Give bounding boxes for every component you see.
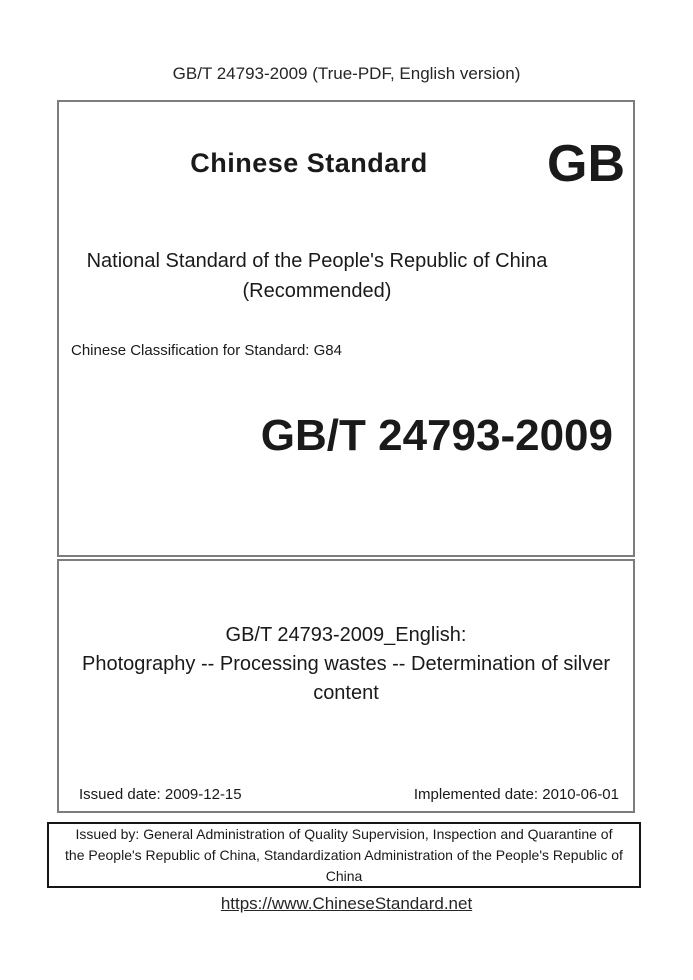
issued-date: Issued date: 2009-12-15 <box>79 786 242 803</box>
gb-logo: GB <box>547 135 625 193</box>
english-title <box>59 621 633 708</box>
national-standard-heading <box>59 246 575 306</box>
issuer-line1: Issued by: General Administration of Quality Supervision, Inspection and Quarantine of <box>75 825 613 842</box>
cover-top-box <box>57 100 635 557</box>
issuer-line3: China <box>325 867 363 884</box>
english-title-line3: content <box>313 682 379 704</box>
national-standard-line2: (Recommended) <box>242 280 392 302</box>
standard-number: GB/T 24793-2009 <box>260 411 613 460</box>
dates-row <box>79 786 619 803</box>
footer <box>0 894 693 914</box>
implemented-date: Implemented date: 2010-06-01 <box>413 786 619 803</box>
footer-link[interactable]: https://www.ChineseStandard.net <box>220 894 473 913</box>
document-header-title: GB/T 24793-2009 (True-PDF, English version) <box>172 64 521 83</box>
classification-label: Chinese Classification for Standard: G84 <box>71 342 342 359</box>
cover-title-box <box>57 559 635 813</box>
english-title-line2: Photography -- Processing wastes -- Determination of silver <box>82 653 610 675</box>
brand-title: Chinese Standard <box>190 148 428 178</box>
issuer-box <box>47 822 641 888</box>
english-title-line1: GB/T 24793-2009_English: <box>225 624 467 646</box>
national-standard-line1: National Standard of the People's Republic of China <box>86 250 548 272</box>
issuer-line2: the People's Republic of China, Standardization Administration of the People's Republic of <box>65 846 623 863</box>
